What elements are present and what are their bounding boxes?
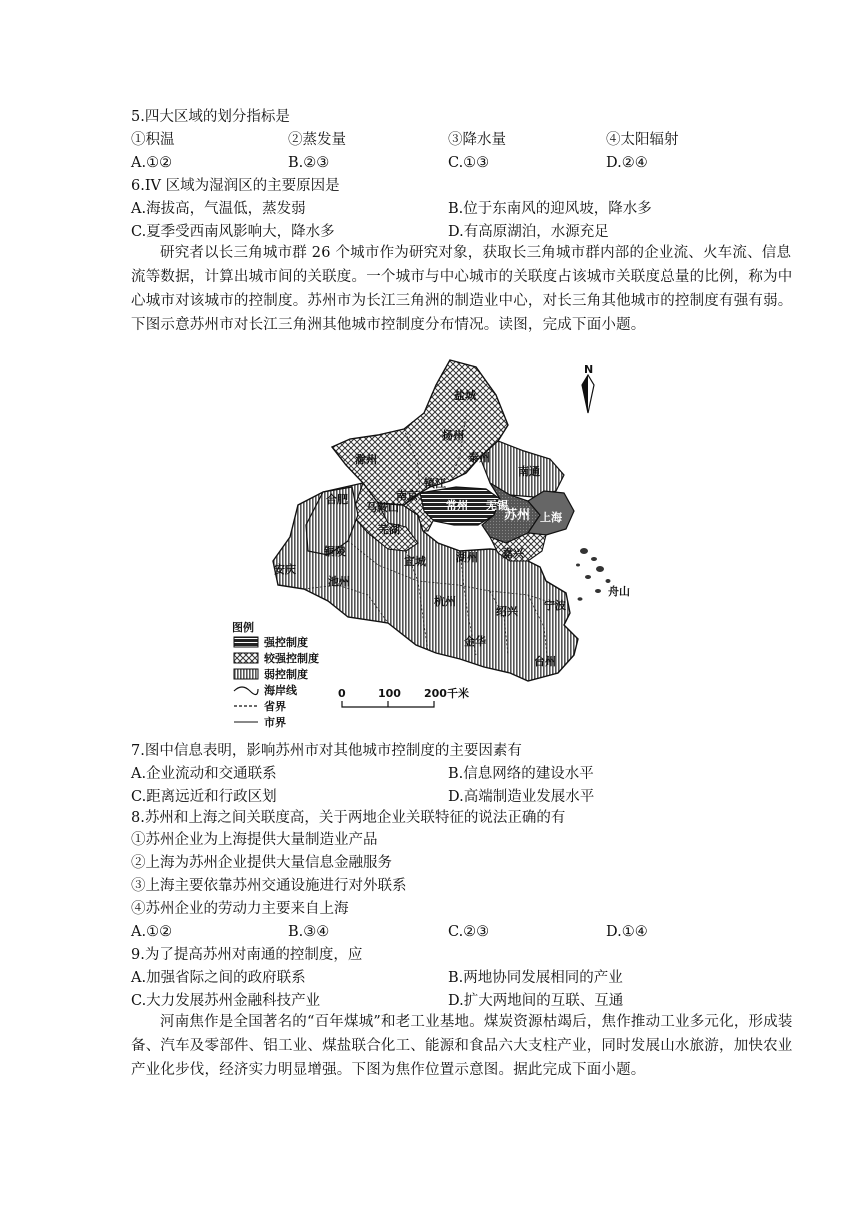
city-huzhou: 湖州 (456, 551, 478, 564)
q7-option-c: C.距离远近和行政区划 (131, 789, 277, 805)
city-hangzhou: 杭州 (434, 595, 456, 608)
q8-item-4: ④苏州企业的劳动力主要来自上海 (131, 901, 349, 917)
q6-option-b: B.位于东南风的迎风坡，降水多 (448, 201, 652, 217)
q7-option-a: A.企业流动和交通联系 (131, 766, 277, 782)
city-suzhou: 苏州 (504, 508, 531, 523)
city-nanjing: 南京 (396, 489, 418, 502)
city-hefei: 合肥 (326, 493, 348, 506)
q5-stem: 5.四大区域的划分指标是 (131, 109, 290, 125)
q5-item-1: ①积温 (131, 132, 175, 148)
city-nantong: 南通 (518, 465, 540, 478)
legend-title: 图例 (232, 621, 254, 634)
q8-option-c: C.②③ (448, 924, 490, 940)
city-yangzhou: 扬州 (442, 429, 464, 442)
city-xuancheng: 宣城 (404, 555, 426, 568)
q7-option-b: B.信息网络的建设水平 (448, 766, 594, 782)
q5-option-b: B.②③ (288, 155, 330, 171)
city-shaoxing: 绍兴 (496, 605, 518, 618)
city-chuzhou: 滁州 (355, 453, 377, 466)
q9-stem: 9.为了提高苏州对南通的控制度，应 (131, 947, 363, 963)
suzhou-control-map (228, 355, 648, 737)
q8-item-1: ①苏州企业为上海提供大量制造业产品 (131, 832, 378, 848)
q8-stem: 8.苏州和上海之间关联度高，关于两地企业关联特征的说法正确的有 (131, 810, 566, 826)
q9-option-a: A.加强省际之间的政府联系 (131, 970, 306, 986)
city-jinhua: 金华 (464, 635, 486, 648)
q6-option-d: D.有高原湖泊，水源充足 (448, 224, 609, 240)
scale-bar (338, 686, 469, 707)
q5-option-c: C.①③ (448, 155, 490, 171)
passage-suzhou: 研究者以长三角城市群 26 个城市作为研究对象，获取长三角城市群内部的企业流、火车流、信息流等数据，计算出城市间的关联度。一个城市与中心城市的关联度占该城市关联度总量的比例，称为中心城市对该城市的控制度。苏州市为长江三角洲的制造业中心，对长三角其他城市的控制度有强有弱。下图示意苏州市对长江三角洲其他城市控制度分布情况。读图，完成下面小题。 (131, 245, 793, 333)
q7-stem: 7.图中信息表明，影响苏州市对其他城市控制度的主要因素有 (131, 743, 522, 759)
city-tongling: 铜陵 (324, 545, 346, 558)
q9-option-b: B.两地协同发展相同的产业 (448, 970, 623, 986)
q5-item-3: ③降水量 (448, 132, 506, 148)
north-arrow (582, 363, 594, 413)
legend-city: 市界 (264, 716, 286, 729)
city-taizhou-js: 泰州 (468, 451, 490, 464)
region-medium-control-north (332, 360, 508, 505)
q9-option-d: D.扩大两地间的互联、互通 (448, 993, 624, 1009)
city-shanghai: 上海 (540, 511, 562, 524)
city-wuhu: 芜湖 (378, 523, 400, 536)
q8-item-3: ③上海主要依靠苏州交通设施进行对外联系 (131, 878, 407, 894)
city-wuxi: 无锡 (486, 499, 508, 512)
q5-item-4: ④太阳辐射 (606, 132, 679, 148)
city-chizhou: 池州 (328, 575, 350, 588)
city-taizhou-zj: 台州 (534, 655, 556, 668)
city-yancheng: 盐城 (454, 389, 476, 402)
legend-strong: 强控制度 (264, 636, 308, 649)
q6-stem: 6.IV 区域为湿润区的主要原因是 (131, 178, 340, 194)
city-jiaxing: 嘉兴 (502, 547, 524, 560)
scale-end: 200千米 (424, 687, 469, 700)
q6-option-a: A.海拔高，气温低，蒸发弱 (131, 201, 306, 217)
legend-medium: 较强控制度 (264, 652, 319, 665)
north-label: N (584, 363, 594, 376)
city-changzhou: 常州 (446, 499, 468, 512)
q8-option-d: D.①④ (606, 924, 648, 940)
legend-province: 省界 (264, 700, 286, 713)
q7-option-d: D.高端制造业发展水平 (448, 789, 595, 805)
city-zhoushan: 舟山 (608, 585, 630, 598)
city-anqing: 安庆 (274, 563, 296, 576)
q8-option-a: A.①② (131, 924, 173, 940)
scale-zero: 0 (338, 687, 346, 700)
q9-option-c: C.大力发展苏州金融科技产业 (131, 993, 321, 1009)
city-maanshan: 马鞍山 (366, 501, 399, 514)
map-legend (232, 620, 319, 729)
q5-option-d: D.②④ (606, 155, 648, 171)
q8-option-b: B.③④ (288, 924, 330, 940)
city-ningbo: 宁波 (544, 599, 566, 612)
legend-weak: 弱控制度 (264, 668, 308, 681)
scale-mid: 100 (378, 687, 401, 700)
passage-jiaozuo: 河南焦作是全国著名的“百年煤城”和老工业基地。煤炭资源枯竭后，焦作推动工业多元化，形成装备、汽车及零部件、铝工业、煤盐联合化工、能源和食品六大支柱产业，同时发展山水旅游，加快农业产业化步伐，经济实力明显增强。下图为焦作位置示意图。据此完成下面小题。 (131, 1014, 793, 1078)
q5-option-a: A.①② (131, 155, 173, 171)
q8-item-2: ②上海为苏州企业提供大量信息金融服务 (131, 855, 392, 871)
q6-option-c: C.夏季受西南风影响大，降水多 (131, 224, 335, 240)
city-zhenjiang: 镇江 (424, 477, 446, 490)
q5-item-2: ②蒸发量 (288, 132, 346, 148)
legend-coast: 海岸线 (264, 684, 297, 697)
